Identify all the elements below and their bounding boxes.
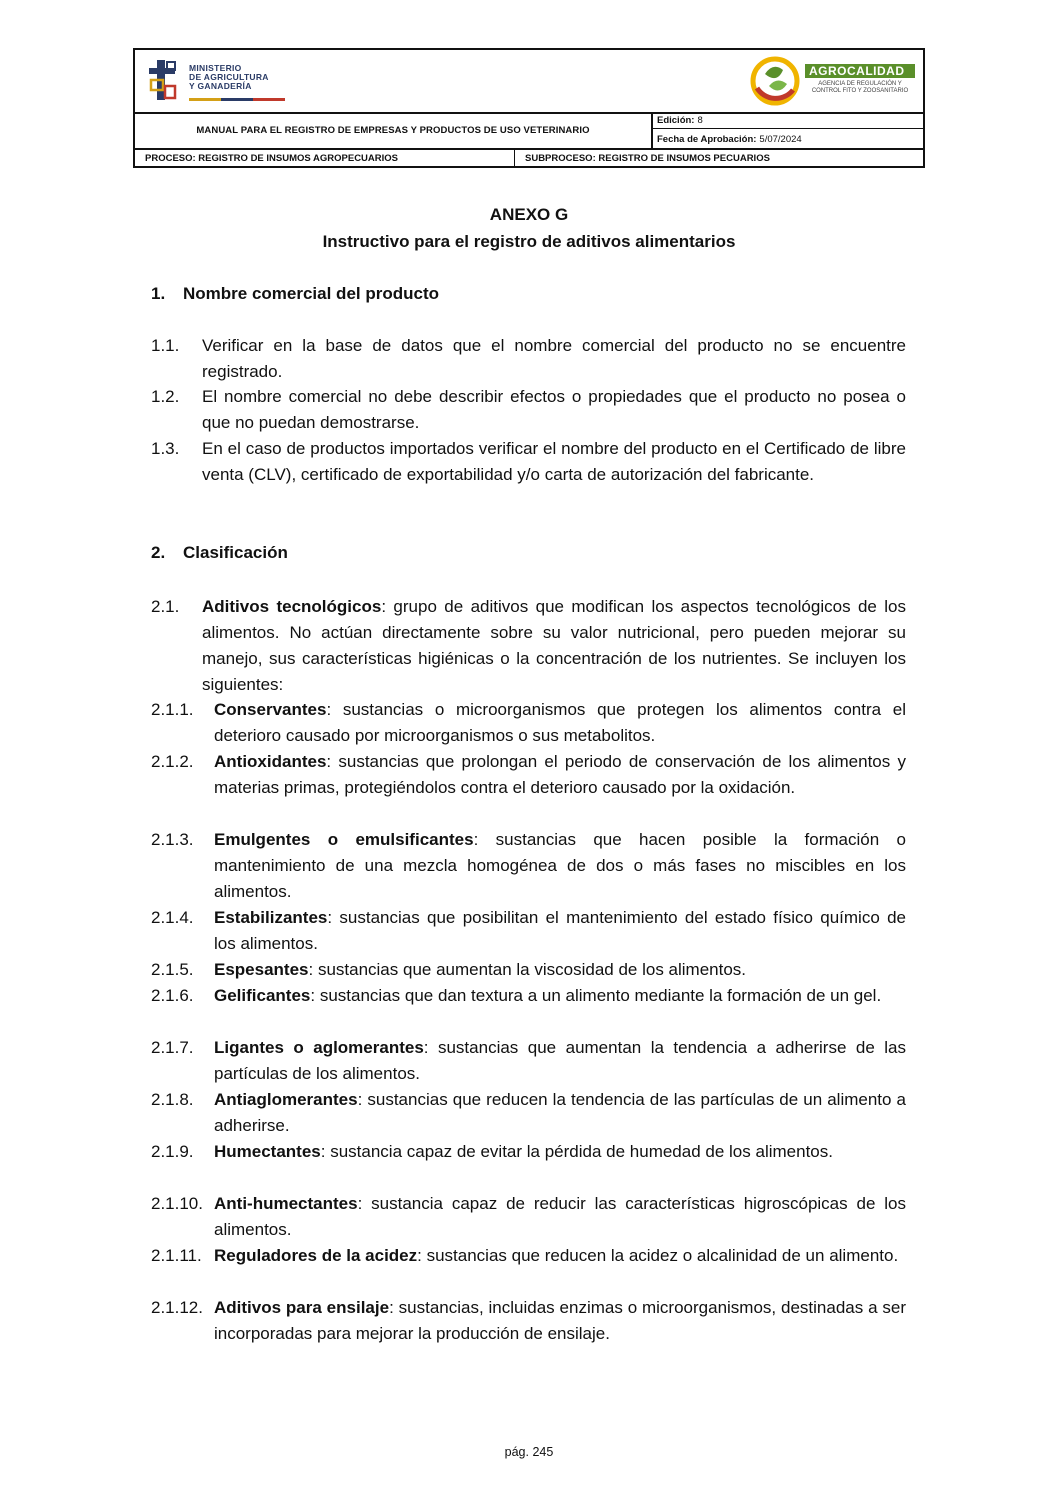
list-item: 2.1.4. Estabilizantes: sustancias que posibilitan el mantenimiento del estado físico químico de los alimentos.: [151, 908, 906, 953]
header-process-row: [135, 150, 923, 166]
ministry-logo: [147, 58, 287, 104]
list-item: 2.1.9. Humectantes: sustancia capaz de evitar la pérdida de humedad de los alimentos.: [151, 1142, 833, 1161]
section-heading: 1. Nombre comercial del producto: [151, 284, 439, 303]
ministry-color-bar-icon: [189, 98, 285, 102]
approval-value: 5/07/2024: [759, 133, 802, 145]
agency-name: AGROCALIDAD: [805, 64, 915, 78]
list-item: 2.1.11. Reguladores de la acidez: sustancias que reducen la acidez o alcalinidad de un alimento.: [151, 1246, 899, 1265]
annex-title: ANEXO G: [489, 205, 569, 224]
page-number: pág. 245: [504, 1445, 554, 1459]
list-item: 2.1.7. Ligantes o aglomerantes: sustancias que aumentan la tendencia a adherirse de las partículas de los alimentos.: [151, 1038, 906, 1083]
list-item: 2.1.6. Gelificantes: sustancias que dan textura a un alimento mediante la formación de un gel.: [151, 986, 882, 1005]
agrocalidad-wordmark: [805, 64, 915, 95]
list-item: 1.2. El nombre comercial no debe describir efectos o propiedades que el producto no posea o que no puedan demostrarse.: [151, 387, 906, 432]
header-logo-row: [135, 50, 923, 114]
annex-subtitle: Instructivo para el registro de aditivos alimentarios: [322, 232, 736, 251]
agrocalidad-logo: [749, 54, 919, 110]
list-item: 2.1.5. Espesantes: sustancias que aumentan la viscosidad de los alimentos.: [151, 960, 747, 979]
document-header: [133, 48, 925, 168]
approval-date-cell: [653, 130, 923, 148]
edition-label: Edición:: [657, 114, 695, 126]
list-item: 1.1. Verificar en la base de datos que el nombre comercial del producto no se encuentre registrado.: [151, 336, 906, 381]
list-item: 2.1.12. Aditivos para ensilaje: sustancias, incluidas enzimas o microorganismos, destinadas a ser incorporadas para mejorar la producción de ensilaje.: [151, 1298, 907, 1343]
agency-subtitle: AGENCIA DE REGULACIÓN Y CONTROL FITO Y ZOOSANITARIO: [811, 81, 909, 94]
subprocess-cell: SUBPROCESO: REGISTRO DE INSUMOS PECUARIOS: [525, 152, 770, 164]
approval-label: Fecha de Aprobación:: [657, 133, 757, 145]
ministry-emblem-icon: [147, 58, 181, 104]
ministry-name: MINISTERIO DE AGRICULTURA Y GANADERÍA: [189, 63, 269, 91]
list-item: 2.1.2. Antioxidantes: sustancias que prolongan el periodo de conservación de los alimentos y materias primas, protegiéndolos contra el deterioro causado por la oxidación.: [151, 752, 906, 797]
list-item: 2.1.10. Anti-humectantes: sustancia capaz de reducir las características higroscópicas de los alimentos.: [151, 1194, 906, 1239]
header-title-row: [135, 112, 923, 150]
agrocalidad-emblem-icon: [749, 54, 801, 108]
process-cell: PROCESO: REGISTRO DE INSUMOS AGROPECUARIOS: [135, 150, 515, 166]
edition-value: 8: [697, 114, 703, 126]
list-item: 2.1.8. Antiaglomerantes: sustancias que reducen la tendencia de las partículas de un alimento a adherirse.: [151, 1090, 906, 1135]
section-heading: 2. Clasificación: [151, 543, 288, 562]
edition-cell: [653, 112, 923, 129]
list-item: 2.1.1. Conservantes: sustancias o microorganismos que protegen los alimentos contra el deterioro causado por microorganismos o sus metabolitos.: [151, 700, 906, 745]
list-item: 2.1.3. Emulgentes o emulsificantes: sustancias que hacen posible la formación o mantenimiento de una mezcla homogénea de dos o más fases no miscibles en los alimentos.: [151, 830, 906, 901]
list-item: 1.3. En el caso de productos importados verificar el nombre del producto en el Certificado de libre venta (CLV), certificado de exportabilidad y/o carta de autorización del fabricante.: [151, 439, 906, 484]
list-item: 2.1. Aditivos tecnológicos: grupo de aditivos que modifican los aspectos tecnológicos de los alimentos. No actúan directamente sobre su valor nutricional, pero pueden mejorar su manejo, sus características higiénicas o la concentración de los nutrientes. Se incluyen los siguientes:: [151, 597, 906, 694]
manual-title: MANUAL PARA EL REGISTRO DE EMPRESAS Y PRODUCTOS DE USO VETERINARIO: [135, 112, 653, 148]
